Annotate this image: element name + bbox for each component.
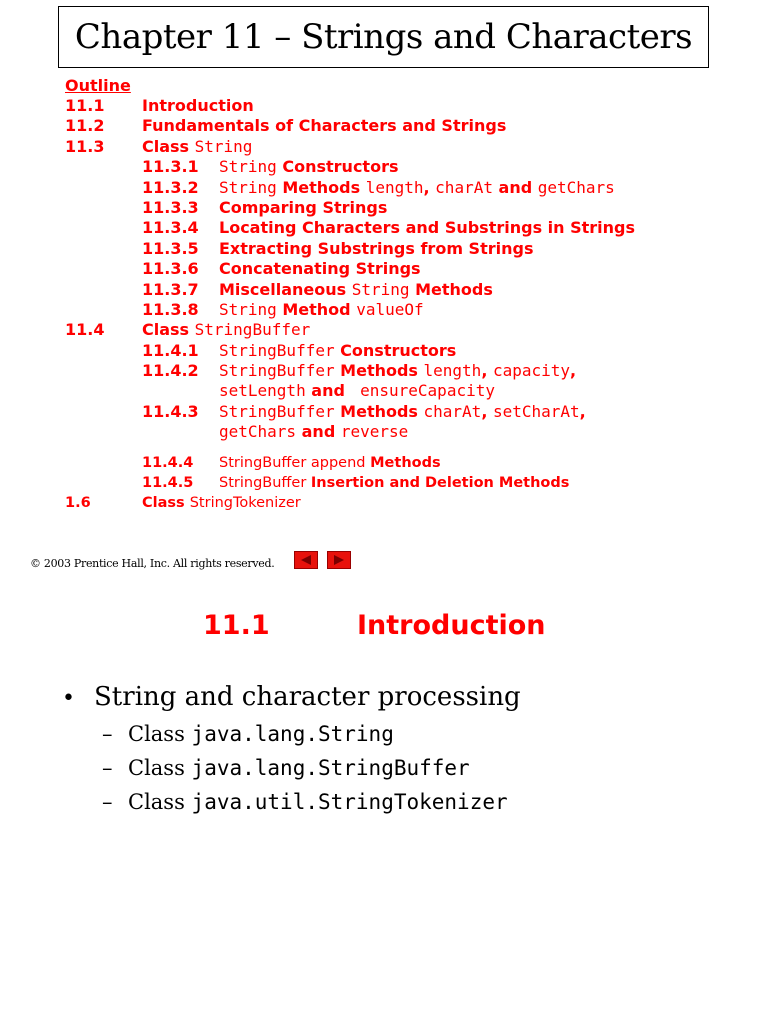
outline-item-title — [219, 402, 586, 422]
outline-item-number: 11.4.1 — [142, 340, 199, 360]
outline-item-number: 11.3.6 — [142, 259, 199, 279]
outline-list-continued — [65, 453, 755, 514]
code-text: length — [365, 177, 424, 197]
dash-icon: – — [102, 756, 113, 780]
outline-item-title — [142, 493, 301, 513]
outline-text: and — [492, 177, 538, 197]
code-text: StringBuffer — [219, 401, 335, 421]
outline-item-title — [219, 259, 421, 279]
outline-item-number: 11.3.5 — [142, 238, 199, 258]
outline-item — [65, 259, 755, 279]
code-text: String — [219, 299, 277, 319]
outline-text: StringBuffer — [219, 474, 311, 491]
outline-text: StringTokenizer — [189, 495, 301, 512]
outline-item-number: 11.3.7 — [142, 279, 199, 299]
code-text: String — [194, 136, 253, 156]
outline-item — [65, 218, 755, 238]
sub-bullet-prefix: Class — [128, 722, 192, 746]
outline-text: Extracting Substrings from Strings — [219, 238, 534, 258]
previous-slide-button[interactable] — [294, 551, 318, 569]
outline-item-title — [219, 218, 635, 238]
code-text: length — [423, 361, 482, 381]
outline-text: , — [579, 401, 586, 421]
outline-item — [65, 493, 755, 513]
outline-text: Method — [276, 299, 357, 319]
code-text: String — [219, 157, 277, 177]
class-name-code: java.lang.StringBuffer — [191, 756, 470, 780]
outline-item-number: 11.3.3 — [142, 197, 199, 217]
outline-item — [65, 381, 755, 401]
bullet-list — [62, 682, 752, 824]
outline-item — [65, 116, 755, 136]
outline-text: , — [481, 361, 493, 381]
outline-item-number: 11.2 — [65, 116, 105, 136]
outline-item-title — [219, 381, 495, 401]
section-heading — [203, 610, 546, 641]
outline-text: Comparing Strings — [219, 197, 388, 217]
bullet-dot-icon: • — [62, 686, 75, 711]
outline-item — [65, 361, 755, 381]
outline-text: and — [305, 381, 351, 401]
outline-text: and — [296, 422, 341, 442]
slide-title: Chapter 11 – Strings and Characters — [74, 17, 693, 57]
sub-bullet-item — [62, 756, 752, 790]
outline-item — [65, 157, 755, 177]
sub-bullet-prefix: Class — [128, 756, 192, 780]
outline-item-number: 11.4 — [65, 320, 105, 340]
outline-text: Methods — [334, 401, 424, 421]
code-text: String — [351, 279, 410, 299]
outline-heading: Outline — [65, 76, 131, 95]
outline-item — [65, 178, 755, 198]
outline-item — [65, 402, 755, 422]
sub-bullet-item — [62, 790, 752, 824]
code-text: setLength — [219, 381, 306, 401]
outline-text: Introduction — [142, 96, 254, 115]
outline-item-title — [219, 422, 408, 442]
outline-item-title — [219, 361, 576, 381]
code-text: getChars — [537, 177, 615, 197]
outline-text: Class — [142, 136, 195, 156]
outline-text: Fundamentals of Characters and Strings — [142, 116, 507, 136]
outline-item-title — [219, 239, 533, 259]
outline-item-title — [142, 320, 310, 340]
outline-item-number: 11.3.2 — [142, 177, 199, 197]
outline-text: Class — [142, 320, 195, 340]
slide-title-box — [58, 6, 709, 68]
code-text: valueOf — [356, 299, 424, 319]
outline-item — [65, 473, 755, 493]
section-title: Introduction — [357, 610, 546, 641]
outline-text: , — [570, 361, 577, 381]
outline-item — [65, 137, 755, 157]
code-text: getChars — [219, 422, 297, 442]
outline-item-number: 11.3.1 — [142, 157, 199, 177]
outline-item-title — [219, 280, 493, 300]
outline-item-title — [142, 116, 506, 136]
outline-item-title — [219, 178, 615, 198]
outline-item-title — [219, 453, 441, 473]
code-text: ensureCapacity — [350, 381, 495, 401]
outline-text: Concatenating Strings — [219, 259, 421, 279]
outline — [65, 76, 755, 513]
outline-item-title — [142, 137, 252, 157]
code-text: StringBuffer — [219, 340, 335, 360]
outline-text: Miscellaneous — [219, 279, 352, 299]
outline-text: Methods — [409, 279, 493, 299]
triangle-left-icon — [299, 554, 313, 566]
outline-list — [65, 96, 755, 443]
outline-item — [65, 453, 755, 473]
outline-item — [65, 300, 755, 320]
code-text: setCharAt — [492, 401, 580, 421]
copyright-text: © 2003 Prentice Hall, Inc. All rights reserved. — [30, 557, 275, 570]
next-slide-button[interactable] — [327, 551, 351, 569]
outline-text: Constructors — [334, 340, 457, 360]
outline-item-number: 11.3.4 — [142, 218, 199, 238]
class-name-code: java.util.StringTokenizer — [191, 790, 508, 814]
outline-item — [65, 422, 755, 442]
code-text: reverse — [340, 422, 409, 442]
code-text: charAt — [435, 177, 493, 197]
dash-icon: – — [102, 790, 113, 814]
dash-icon: – — [102, 722, 113, 746]
outline-text: Methods — [334, 361, 424, 381]
triangle-right-icon — [332, 554, 346, 566]
outline-text: Constructors — [276, 157, 399, 177]
outline-item-number: 11.4.3 — [142, 401, 199, 421]
section-number: 11.1 — [203, 610, 270, 641]
bullet-item — [62, 682, 752, 722]
outline-item-number: 11.3.8 — [142, 299, 199, 319]
outline-item — [65, 320, 755, 340]
outline-text: , — [481, 401, 493, 421]
outline-item — [65, 280, 755, 300]
outline-item-number: 11.4.2 — [142, 361, 199, 381]
outline-item — [65, 341, 755, 361]
outline-text: , — [423, 177, 436, 197]
outline-item-title — [219, 157, 398, 177]
outline-text: Methods — [370, 454, 441, 471]
outline-text: Class — [142, 495, 190, 512]
outline-item-title — [142, 96, 254, 116]
outline-text: Methods — [276, 177, 366, 197]
class-name-code: java.lang.String — [191, 722, 394, 746]
bullet-text: String and character processing — [94, 682, 521, 712]
outline-item-number: 11.1 — [65, 96, 105, 115]
outline-item-title — [219, 341, 456, 361]
outline-item-title — [219, 300, 424, 320]
sub-bullet-item — [62, 722, 752, 756]
outline-item-number: 11.4.4 — [142, 454, 194, 471]
code-text: capacity — [492, 361, 571, 381]
outline-item-number: 1.6 — [65, 495, 91, 512]
sub-bullet-prefix: Class — [128, 790, 192, 814]
code-text: StringBuffer — [194, 320, 311, 340]
outline-item-title — [219, 473, 569, 493]
code-text: charAt — [423, 401, 482, 421]
outline-text: Insertion and Deletion Methods — [310, 474, 570, 491]
outline-text: Locating Characters and Substrings in Strings — [219, 218, 636, 238]
code-text: StringBuffer — [219, 361, 335, 381]
code-text: String — [219, 177, 277, 197]
outline-text: StringBuffer append — [219, 454, 371, 471]
outline-item-title — [219, 198, 387, 218]
outline-item-number: 11.3 — [65, 136, 105, 156]
outline-item — [65, 239, 755, 259]
outline-item — [65, 198, 755, 218]
outline-item-number: 11.4.5 — [142, 474, 194, 491]
outline-item — [65, 96, 755, 116]
